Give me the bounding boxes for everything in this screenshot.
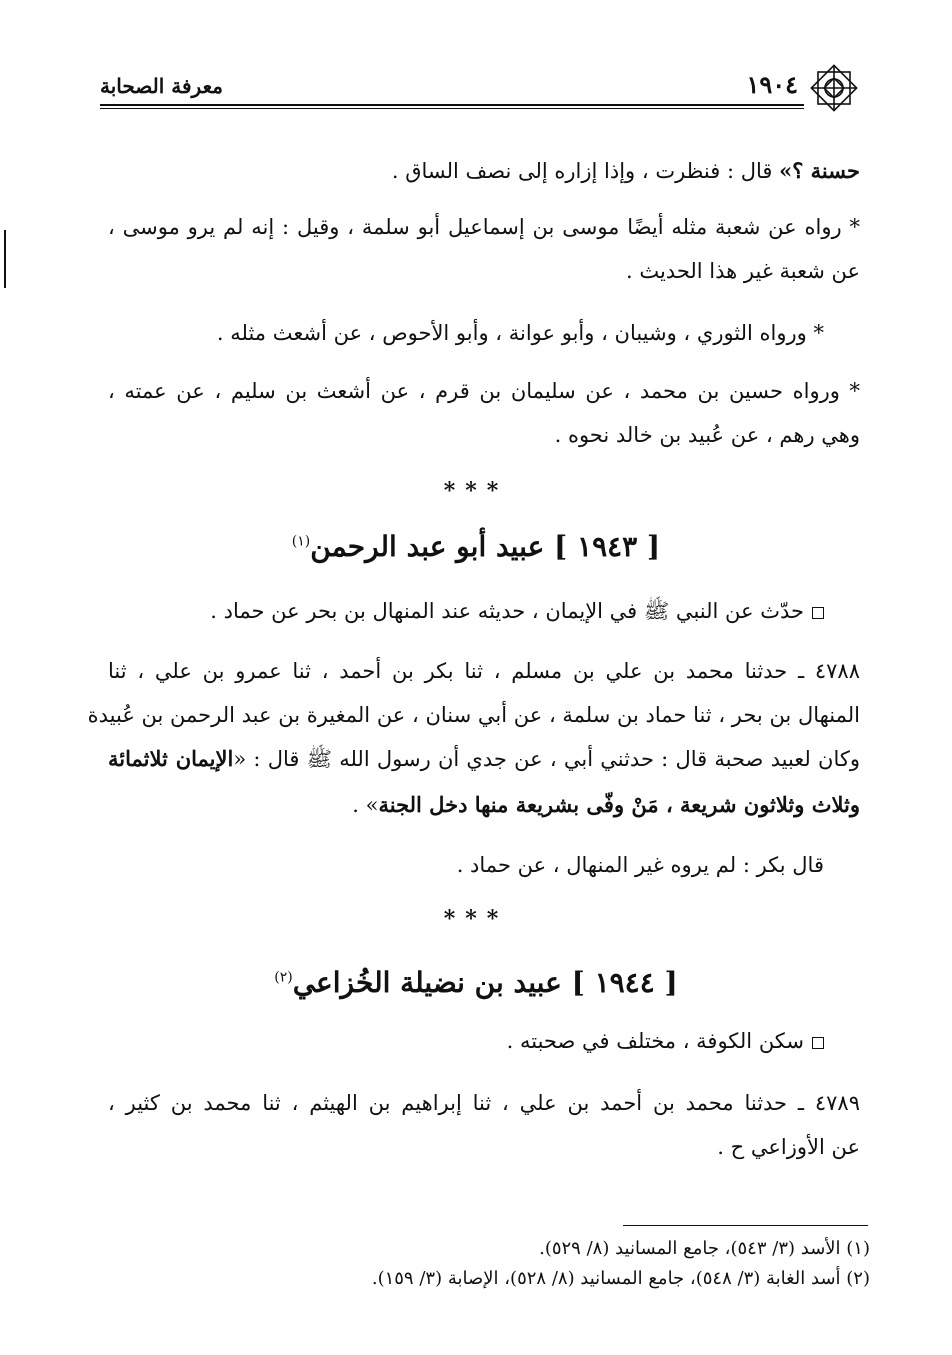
text-line: وهي رهم ، عن عُبيد بن خالد نحوه . — [554, 423, 860, 447]
header-rule-thin — [100, 108, 804, 109]
entry-heading — [0, 966, 952, 999]
text-line — [507, 1026, 824, 1056]
footnote-rule — [623, 1225, 868, 1226]
entry-heading-text: [ ١٩٤٤ ] عبيد بن نضيلة الخُزاعي — [292, 966, 678, 999]
text-line — [210, 596, 824, 626]
text-line: ٤٧٨٩ ـ حدثنا محمد بن أحمد بن علي ، ثنا إبراهيم بن الهيثم ، ثنا محمد بن كثير ، — [108, 1091, 860, 1115]
text-line: المنهال بن بحر ، ثنا حماد بن سلمة ، عن أبي سنان ، عن المغيرة بن عبد الرحمن بن عُبيدة — [87, 703, 860, 727]
footnote: (٢) أسد الغابة (٣/ ٥٤٨)، جامع المسانيد (٨/ ٥٢٨)، الإصابة (٣/ ١٥٩). — [371, 1268, 870, 1289]
text-line: * رواه عن شعبة مثله أيضًا موسى بن إسماعيل أبو سلمة ، وقيل : إنه لم يرو موسى ، — [108, 215, 860, 239]
ornament-icon — [808, 62, 860, 114]
page-number: ١٩٠٤ — [746, 70, 798, 99]
running-title: معرفة الصحابة — [100, 74, 223, 98]
page-header — [100, 62, 860, 106]
text-line — [392, 156, 860, 186]
box-marker-icon — [812, 607, 824, 619]
section-separator: *** — [443, 906, 509, 932]
text-line-part: سكن الكوفة ، مختلف في صحبته . — [506, 1029, 804, 1053]
entry-heading-text: [ ١٩٤٣ ] عبيد أبو عبد الرحمن — [310, 530, 661, 563]
section-separator: *** — [443, 478, 509, 504]
text-line — [108, 744, 860, 774]
footnote-ref: (٢) — [274, 969, 293, 986]
footnote: (١) الأسد (٣/ ٥٤٣)، جامع المسانيد (٨/ ٥٢٩). — [539, 1238, 870, 1259]
text-line: ٤٧٨٨ ـ حدثنا محمد بن علي بن مسلم ، ثنا بكر بن أحمد ، ثنا عمرو بن علي ، ثنا — [108, 659, 860, 683]
box-marker-icon — [812, 1037, 824, 1049]
text-line-part: قال : فنظرت ، وإذا إزاره إلى نصف الساق . — [391, 159, 780, 183]
text-line: * ورواه حسين بن محمد ، عن سليمان بن قرم ، عن أشعث بن سليم ، عن عمته ، — [108, 379, 860, 403]
text-line: عن الأوزاعي ح . — [717, 1135, 860, 1159]
text-line: * ورواه الثوري ، وشيبان ، وأبو عوانة ، وأبو الأحوص ، عن أشعث مثله . — [216, 321, 824, 345]
header-rule — [100, 104, 804, 106]
footnote-ref: (١) — [291, 533, 311, 550]
text-line-part: وكان لعبيد صحبة قال : حدثني أبي ، عن جدي أن رسول الله ﷺ قال : « — [233, 747, 860, 771]
entry-heading — [0, 530, 952, 563]
text-line: قال بكر : لم يروه غير المنهال ، عن حماد . — [456, 853, 824, 877]
text-line-part: حدّث عن النبي ﷺ في الإيمان ، حديثه عند المنهال بن بحر عن حماد . — [210, 599, 804, 623]
text-line — [352, 790, 860, 820]
text-line-part: حسنة ؟» — [779, 158, 860, 183]
hadith-text: الإيمان ثلاثمائة — [108, 746, 234, 771]
hadith-text: وثلاث وثلاثون شريعة ، مَنْ وفّى بشريعة منها دخل الجنة — [378, 792, 860, 817]
text-line: عن شعبة غير هذا الحديث . — [625, 259, 860, 283]
scan-margin-mark — [4, 230, 6, 288]
text-line-part: » . — [352, 793, 379, 817]
